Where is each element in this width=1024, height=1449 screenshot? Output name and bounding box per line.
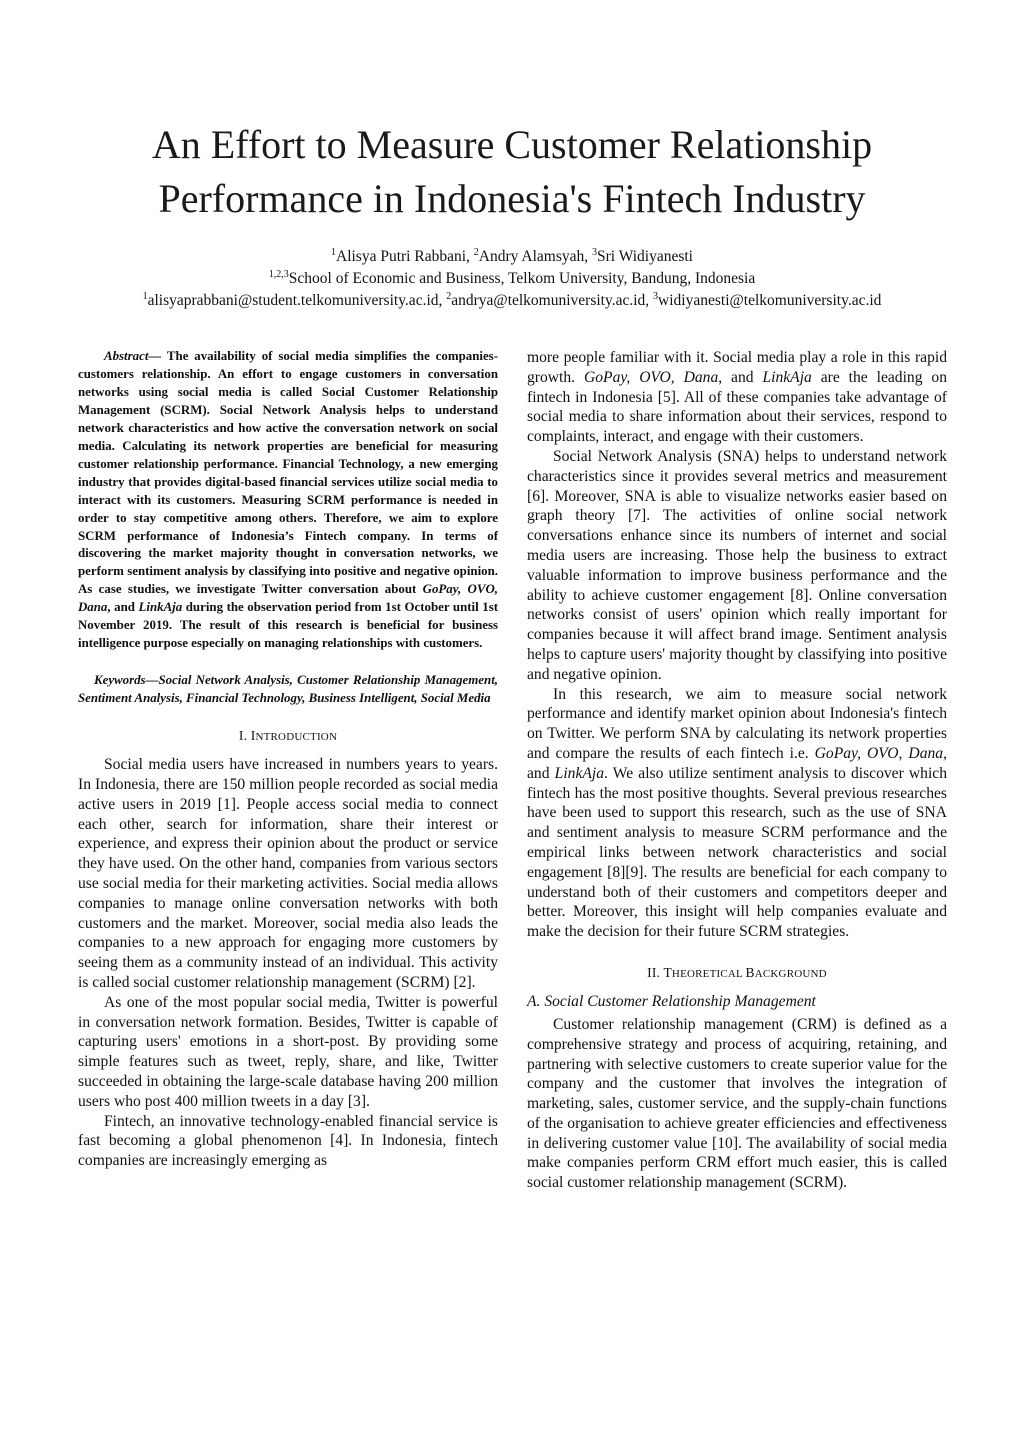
email-link-1[interactable]: alisyaprabbani@student.telkomuniversity.ac.id,	[147, 292, 447, 309]
author-emails: $^1$alisyaprabbani@student.telkomuniversity.ac.id, $^2$andrya@telkomuniversity.ac.id, $^3$widiyanesti@telkomuniversity.ac.id	[142, 291, 882, 309]
intro-paragraph-5: In this research, we aim to measure social network performance and identify market opinion about Indonesia's fintech on Twitter. We perform SNA by calculating its network properties and compare the results of each fintech i.e. GoPay, OVO, Dana, and LinkAja. We also utilize sentiment analysis to discover which fintech has the most positive thoughts. Several previous researches have been used to support this research, such as the use of SNA and sentiment analysis to measure SCRM performance and the empirical links between network characteristics and social engagement [8][9]. The results are beneficial for each company to understand both of their customers and competitors deeper and better. Moreover, this insight will help companies evaluate and make the decision for their future SCRM strategies.	[527, 685, 947, 941]
intro-paragraph-3-continued: more people familiar with it. Social media play a role in this rapid growth. GoPay, OVO, Dana, and LinkAja are the leading on fintech in Indonesia [5]. All of these companies take advantage of social media to share information about their services, respond to complaints, interact, and engage with their customers.	[527, 349, 947, 446]
intro-paragraph-3: Fintech, an innovative technology-enabled financial service is fast becoming a global phenomenon [4]. In Indonesia, fintech companies are increasingly emerging as	[78, 1112, 498, 1170]
abstract: Abstract— The availability of social media simplifies the companies-customers relationship. An effort to engage customers in conversation networks using social media is called Social Customer Relationship Management (SCRM). Social Network Analysis helps to understand network characteristics and how active the conversation network on social media. Calculating its network properties are beneficial for measuring customer relationship performance. Financial Technology, a new emerging industry that provides digital-based financial services utilize social media to interact with its customers. Measuring SCRM performance is needed in order to stay competitive among others. Therefore, we aim to explore SCRM performance of Indonesia’s Fintech company. In terms of discovering the market majority thought in conversation networks, we perform sentiment analysis by classifying into positive and negative opinion. As case studies, we investigate Twitter conversation about GoPay, OVO, Dana, and LinkAja during the observation period from 1st October until 1st November 2019. The result of this research is beneficial for business intelligence purpose especially on managing relationships with customers.	[78, 349, 499, 651]
left-column	[78, 348, 498, 1171]
keywords: Keywords—Social Network Analysis, Customer Relationship Management, Sentiment Analysis, Financial Technology, Business Intelligent, Social Media	[78, 673, 498, 706]
abstract-label: Abstract—	[104, 349, 162, 363]
author-affiliation: $^{1,2,3}$School of Economic and Business, Telkom University, Bandung, Indonesia	[268, 269, 756, 287]
author-names: $^1$Alisya Putri Rabbani, $^2$Andry Alamsyah, $^3$Sri Widiyanesti	[331, 247, 693, 265]
section-heading-introduction: I. INTRODUCTION	[238, 728, 338, 744]
subsection-heading-scrm: A. Social Customer Relationship Management	[527, 992, 816, 1010]
paper-title	[60, 118, 964, 226]
intro-paragraph-1: Social media users have increased in numbers years to years. In Indonesia, there are 150 million people recorded as social media active users in 2019 [1]. People access social media to connect each other, search for information, share their interest or experience, and express their opinion about the product or service they have used. On the other hand, companies from various sectors use social media for their marketing activities. Social media allows companies to manage online conversation networks with both customers and the market. Moreover, social media also leads the companies to a new approach for engaging more customers by seeing them as a community instead of an individual. This activity is called social customer relationship management (SCRM) [2].	[78, 756, 498, 991]
email-link-3[interactable]: widiyanesti@telkomuniversity.ac.id	[658, 292, 882, 309]
title-line-2: Performance in Indonesia's Fintech Industry	[158, 176, 866, 221]
author-block	[40, 246, 984, 312]
section-heading-theoretical-background: II. THEORETICAL BACKGROUND	[647, 964, 827, 980]
right-column	[527, 348, 947, 1193]
email-link-2[interactable]: andrya@telkomuniversity.ac.id,	[451, 292, 654, 309]
intro-paragraph-2: As one of the most popular social media, Twitter is powerful in conversation network formation. Besides, Twitter is capable of capturing users' emotions in a short-post. By providing some simple features such as tweet, reply, share, and like, Twitter succeeded in obtaining the large-scale database having 200 million users who post 400 million tweets in a day [3].	[78, 993, 498, 1110]
title-line-1: An Effort to Measure Customer Relationship	[151, 122, 873, 167]
intro-paragraph-4: Social Network Analysis (SNA) helps to understand network characteristics since it provides several metrics and measurement [6]. Moreover, SNA is able to visualize networks easier based on graph theory [7]. The activities of online social network conversations enhance since its numbers of internet and social media users are increasing. Those help the business to extract valuable information to improve business performance and the ability to achieve customer engagement [8]. Online conversation networks consist of users' opinion which really important for companies because it will affect brand image. Sentiment analysis helps to capture users' majority thought by classifying into positive and negative opinion.	[527, 447, 947, 683]
scrm-paragraph-1: Customer relationship management (CRM) is defined as a comprehensive strategy and process of acquiring, retaining, and partnering with selective customers to create superior value for the company and the customer that involves the integration of marketing, sales, customer service, and the supply-chain functions of the organisation to achieve greater efficiencies and effectiveness in delivering customer value [10]. The availability of social media make companies perform CRM effort much easier, this is called social customer relationship management (SCRM).	[527, 1015, 947, 1192]
